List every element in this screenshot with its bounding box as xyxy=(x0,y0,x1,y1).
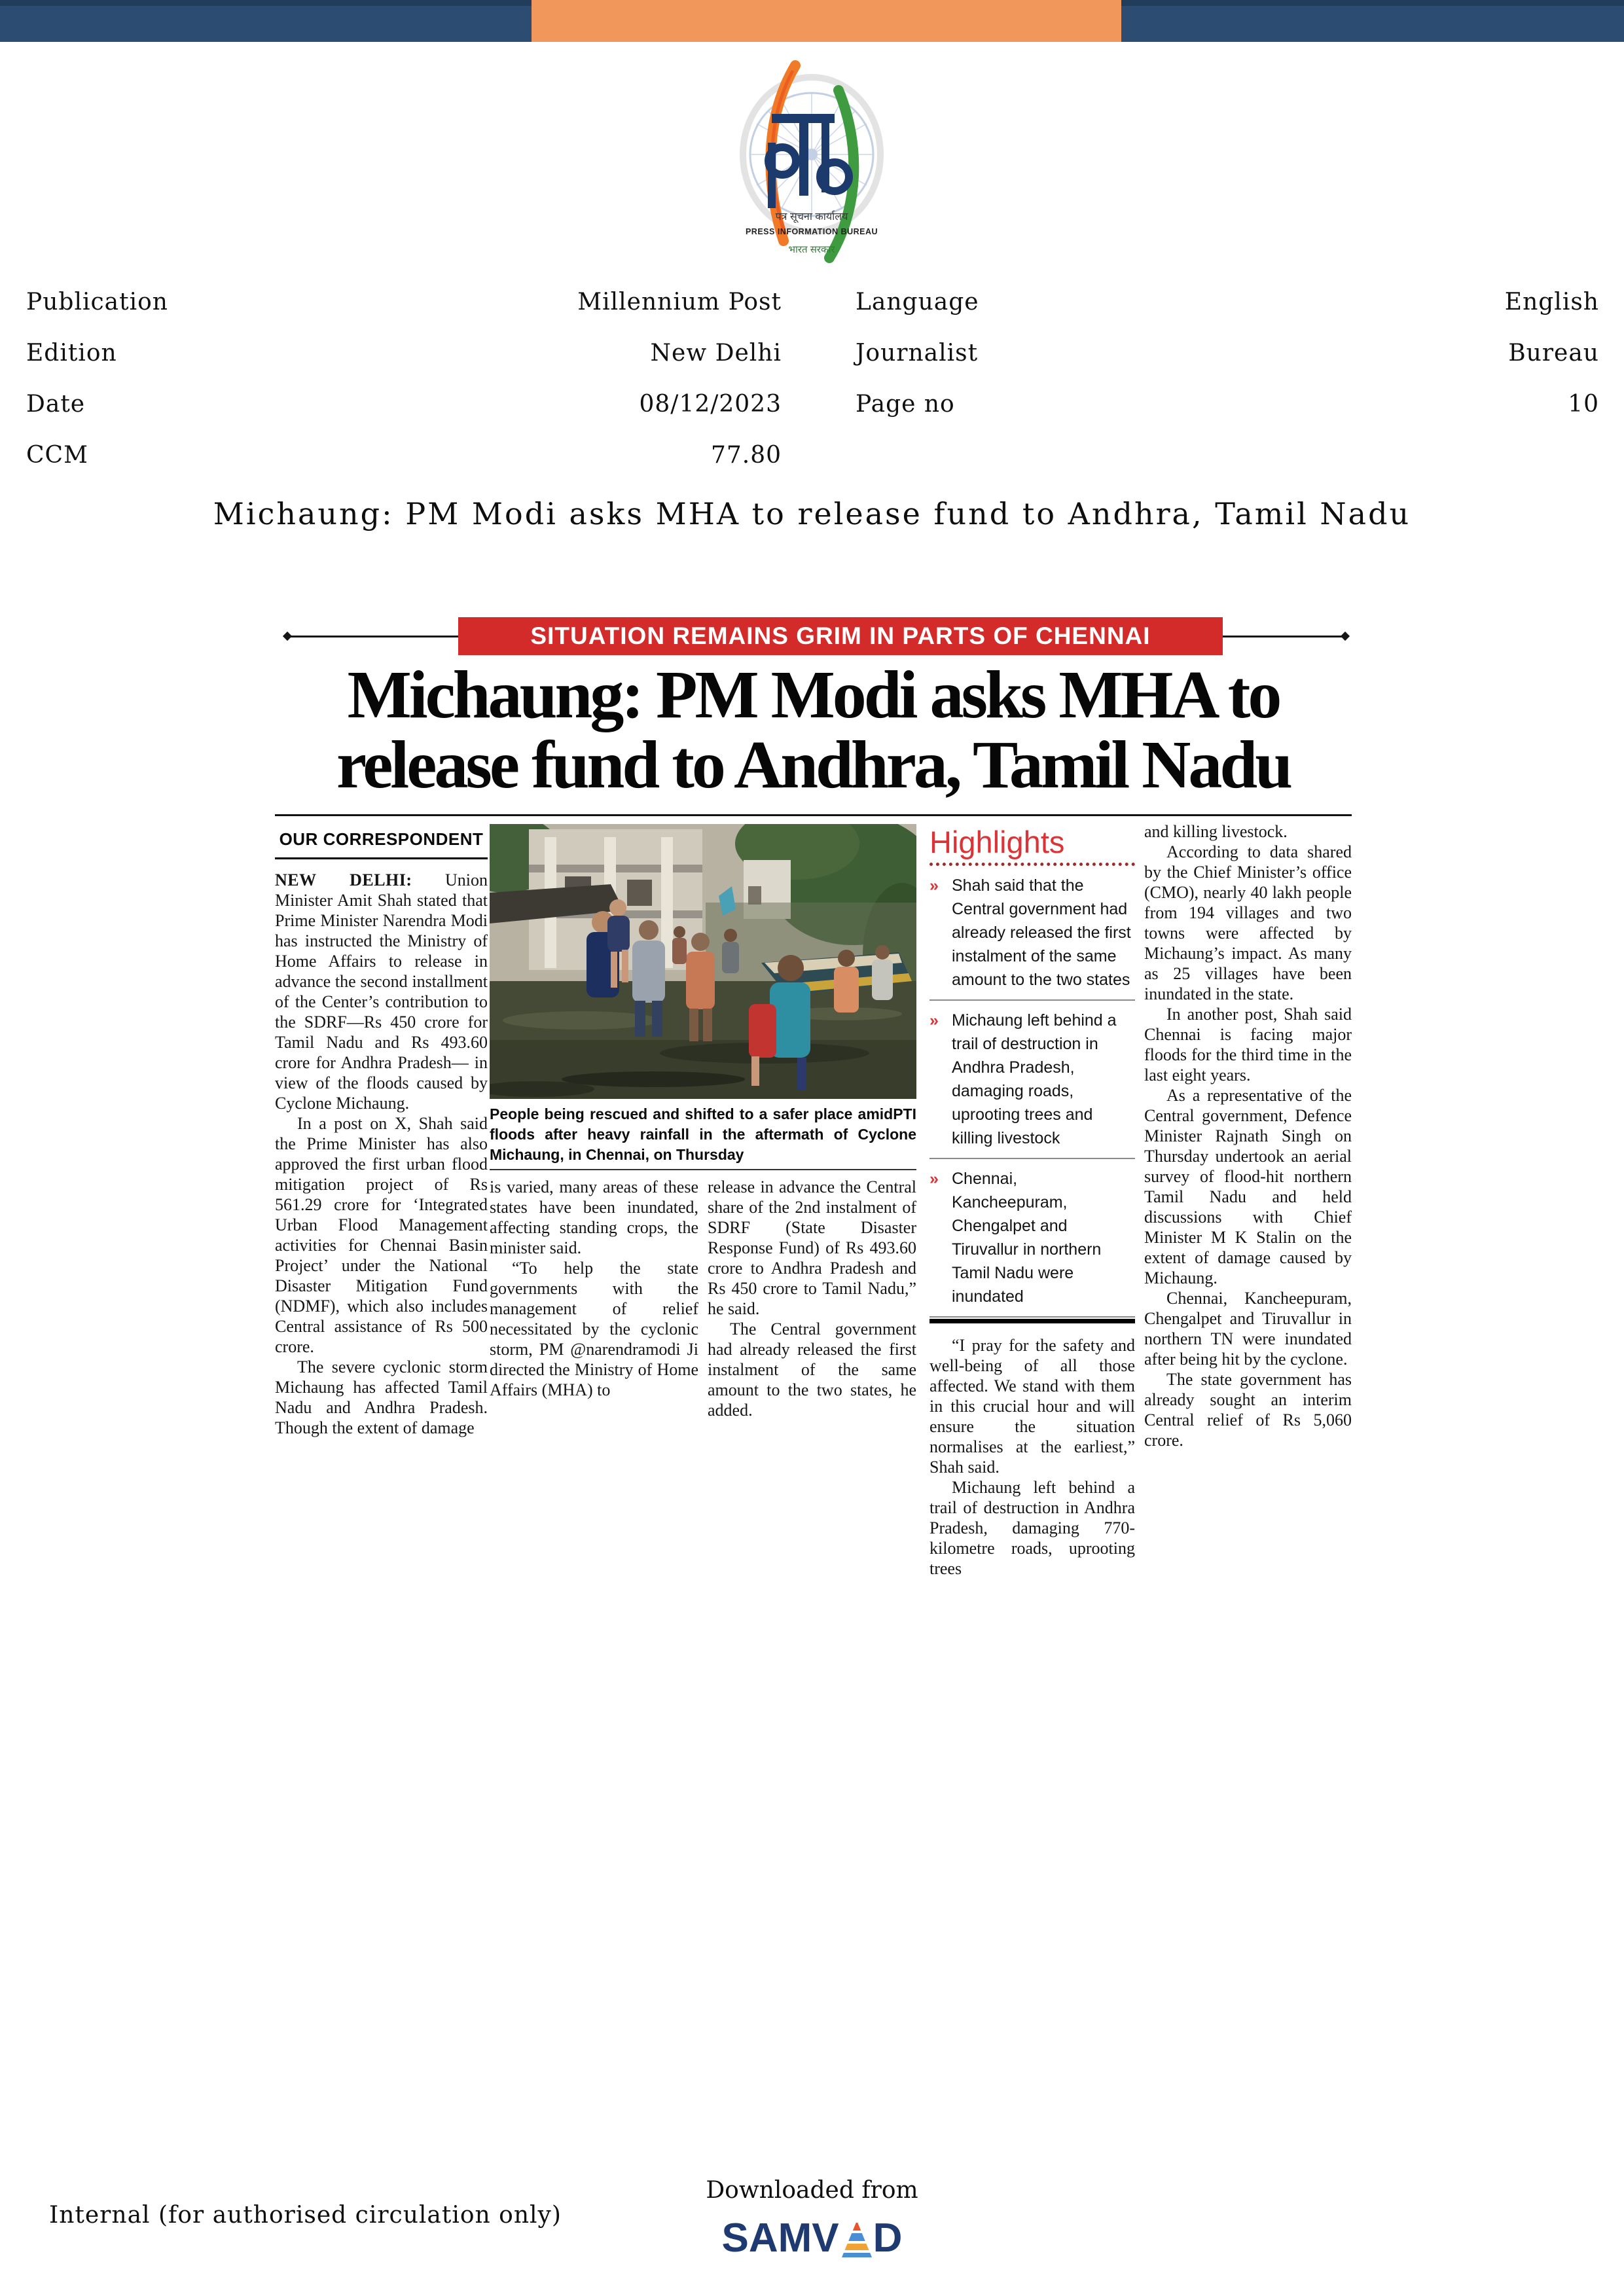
meta-label-edition: Edition xyxy=(26,340,117,367)
samvad-triangle-a-icon xyxy=(842,2221,872,2257)
article-column-middle xyxy=(490,819,916,1420)
meta-value-journalist: Bureau xyxy=(1508,340,1599,367)
paragraph: The state government has already sought an interim Central relief of Rs 5,060 crore. xyxy=(1144,1370,1352,1450)
highlight-item xyxy=(929,1159,1135,1318)
kicker-banner: SITUATION REMAINS GRIM IN PARTS OF CHENNAI xyxy=(458,617,1223,655)
dateline: NEW DELHI: xyxy=(275,870,412,889)
paragraph: The severe cyclonic storm Michaung has affected Tamil Nadu and Andhra Pradesh. Though the extent of damage xyxy=(275,1357,488,1437)
highlight-text: Shah said that the Central government had already released the first instalment of the same amount to the two states xyxy=(952,876,1131,989)
headline-rule xyxy=(275,814,1352,816)
downloaded-from-label: Downloaded from xyxy=(706,2177,918,2204)
clipping-metadata-table xyxy=(26,289,1599,493)
metadata-row xyxy=(26,340,1599,391)
paragraph: and killing livestock. xyxy=(1144,822,1288,841)
highlights-title: Highlights xyxy=(929,825,1065,859)
paragraph: Chennai, Kancheepuram, Chengalpet and Tiruvallur in northern TN were inundated after being hit by the cyclone. xyxy=(1144,1289,1352,1369)
highlight-item xyxy=(929,1001,1135,1159)
meta-label-publication: Publication xyxy=(26,289,168,315)
meta-value-ccm: 77.80 xyxy=(710,442,782,469)
meta-value-pageno: 10 xyxy=(1568,391,1599,418)
pib-english-name: PRESS INFORMATION BUREAU xyxy=(745,227,878,236)
meta-label-date: Date xyxy=(26,391,86,418)
byline: OUR CORRESPONDENT xyxy=(275,819,488,859)
meta-label-language: Language xyxy=(856,289,979,315)
paragraph: According to data shared by the Chief Minister’s office (CMO), nearly 40 lakh people from 194 villages and two towns were affected by Michaung’s impact. As many as 25 villages have been inundated in the state. xyxy=(1144,842,1352,1003)
paragraph: In another post, Shah said Chennai is facing major floods for the third time in the last eight years. xyxy=(1144,1005,1352,1085)
pib-logo xyxy=(730,56,893,267)
paragraph: The Central government had already released the first instalment of the same amount to the two states, he added. xyxy=(708,1319,916,1420)
meta-label-pageno: Page no xyxy=(856,391,955,418)
kicker-row xyxy=(275,615,1352,656)
meta-label-ccm: CCM xyxy=(26,442,88,469)
flood-photo xyxy=(490,824,916,1099)
paragraph: Michaung left behind a trail of destruction in Andhra Pradesh, damaging 770-kilometre roads, uprooting trees xyxy=(929,1478,1135,1578)
middle-subcolumns xyxy=(490,1177,916,1420)
pib-monogram xyxy=(768,114,849,208)
highlight-text: Chennai, Kancheepuram, Chengalpet and Tiruvallur in northern Tamil Nadu were inundated xyxy=(952,1170,1102,1306)
article-columns xyxy=(275,819,1352,1578)
photo-caption xyxy=(490,1104,916,1165)
paragraph: “I pray for the safety and well-being of all those affected. We stand with them in this crucial hour and will ensure the situation normalises at the earliest,” Shah said. xyxy=(929,1336,1135,1477)
kicker-line-right xyxy=(1223,636,1342,637)
highlight-item xyxy=(929,866,1135,1001)
samvad-logo-text-right: D xyxy=(873,2215,903,2261)
highlight-bullet-icon: » xyxy=(929,1011,939,1030)
article-column-5 xyxy=(1144,821,1352,1450)
meta-value-publication: Millennium Post xyxy=(577,289,782,315)
photo-credit: PTI xyxy=(893,1105,916,1122)
paragraph xyxy=(275,870,488,1113)
headline-line-2: release fund to Andhra, Tamil Nadu xyxy=(336,727,1291,802)
photo-caption-text: People being rescued and shifted to a safer place amid floods after heavy rainfall in the aftermath of Cyclone Michaung, in Chennai, on Thursday xyxy=(490,1105,916,1163)
paragraph: In a post on X, Shah said the Prime Minister has also approved the first urban flood mitigation project of Rs 561.29 crore for ‘Integrated Urban Flood Management activities for Chennai Basin Project’ under the National Disaster Mitigation Fund (NDMF), which also includes Central assistance of Rs 500 crore. xyxy=(275,1114,488,1356)
highlight-bullet-icon: » xyxy=(929,1170,939,1188)
metadata-row xyxy=(26,391,1599,442)
newspaper-article xyxy=(275,615,1352,1578)
samvad-logo-text-left: SAMV xyxy=(721,2215,839,2261)
paragraph: “To help the state governments with the management of relief necessitated by the cyclonic storm, PM @narendramodi Ji directed the Ministry of Home Affairs (MHA) to xyxy=(490,1259,698,1399)
headline-line-1: Michaung: PM Modi asks MHA to xyxy=(347,657,1280,732)
metadata-row xyxy=(26,289,1599,340)
paragraph-text: Union Minister Amit Shah stated that Prime Minister Narendra Modi has instructed the Ministry of Home Affairs to release in advance the second installment of the Center’s contribution to the SDRF—Rs 450 crore for Tamil Nadu and Rs 493.60 crore for Andhra Pradesh— in view of the floods caused by Cyclone Michaung. xyxy=(275,870,488,1113)
meta-value-edition: New Delhi xyxy=(650,340,782,367)
article-column-2 xyxy=(490,1177,698,1420)
paragraph: is varied, many areas of these states have been inundated, affecting standing crops, the minister said. xyxy=(490,1177,698,1257)
highlights-bottom-bar xyxy=(929,1319,1135,1323)
article-column-3 xyxy=(708,1177,916,1420)
top-bar-orange-segment xyxy=(532,0,1121,42)
meta-value-language: English xyxy=(1504,289,1599,315)
article-headline xyxy=(275,657,1352,802)
pib-govt-name: भारत सरकार xyxy=(788,244,835,255)
internal-circulation-note: Internal (for authorised circulation only) xyxy=(49,2202,562,2229)
top-bar xyxy=(0,0,1624,42)
kicker-line-diamond-right xyxy=(1341,632,1350,641)
pib-hindi-name: पत्र सूचना कार्यालय xyxy=(775,211,848,223)
article-column-1 xyxy=(275,819,488,1438)
meta-label-journalist: Journalist xyxy=(856,340,979,367)
caption-rule xyxy=(490,1169,916,1170)
samvad-logo xyxy=(0,2215,1624,2261)
paragraph: release in advance the Central share of the 2nd instalment of SDRF (State Disaster Response Fund) of Rs 493.60 crore to Andhra Pradesh and Rs 450 crore to Tamil Nadu,” he said. xyxy=(708,1177,916,1318)
highlight-bullet-icon: » xyxy=(929,876,939,895)
highlight-text: Michaung left behind a trail of destruction in Andhra Pradesh, damaging roads, uprooting trees and killing livestock xyxy=(952,1011,1117,1147)
clipping-title: Michaung: PM Modi asks MHA to release fund to Andhra, Tamil Nadu xyxy=(213,496,1411,531)
pib-emblem-graphic xyxy=(730,56,893,267)
kicker-line-left xyxy=(288,636,458,637)
paragraph: As a representative of the Central government, Defence Minister Rajnath Singh on Thursday undertook an aerial survey of flood-hit northern Tamil Nadu and held discussions with Chief Minister M K Stalin on the extent of damage caused by Michaung. xyxy=(1144,1086,1352,1287)
meta-value-date: 08/12/2023 xyxy=(639,391,782,418)
metadata-row xyxy=(26,442,1599,493)
article-column-4 xyxy=(929,819,1135,1579)
